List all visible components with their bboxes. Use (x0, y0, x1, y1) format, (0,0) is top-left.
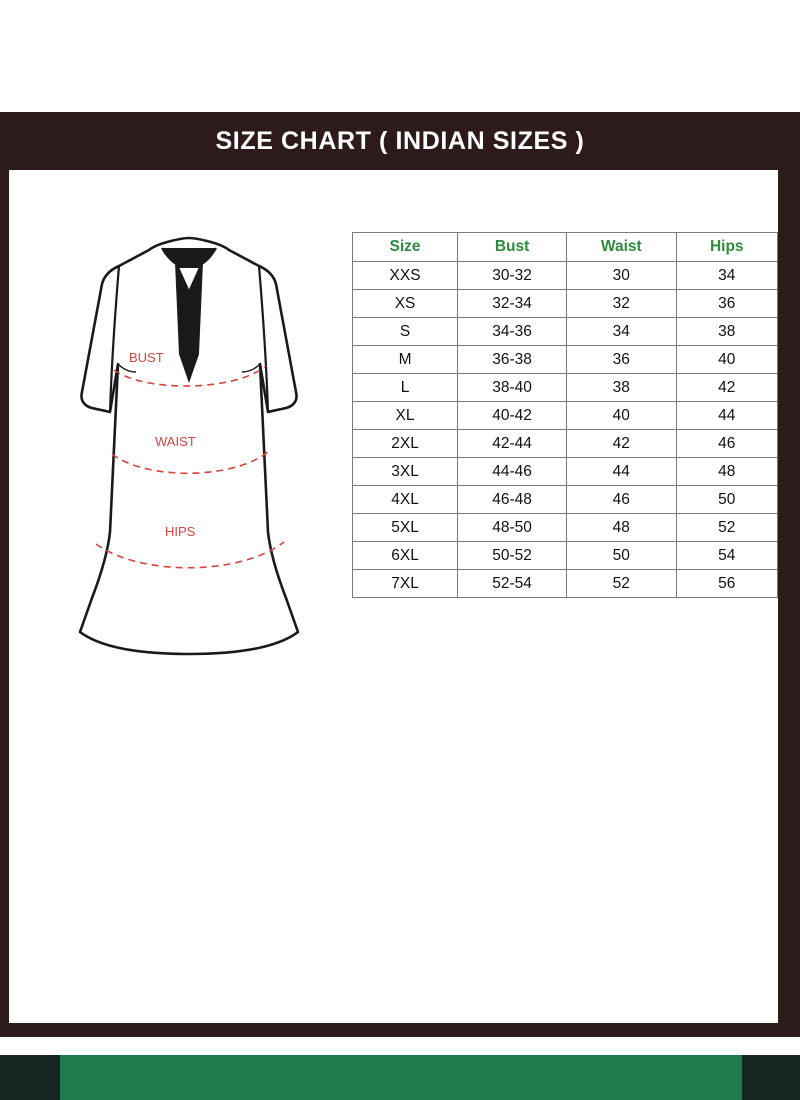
table-row (353, 430, 778, 458)
cell-waist: 44 (567, 458, 676, 486)
table-row (353, 570, 778, 598)
table-header-row (353, 233, 778, 262)
cell-bust: 38-40 (458, 374, 567, 402)
cell-hips: 40 (676, 346, 778, 374)
cell-hips: 48 (676, 458, 778, 486)
footer-dark-band (0, 1023, 800, 1037)
cell-bust: 44-46 (458, 458, 567, 486)
cell-waist: 34 (567, 318, 676, 346)
table-row (353, 290, 778, 318)
cell-bust: 48-50 (458, 514, 567, 542)
cell-hips: 56 (676, 570, 778, 598)
cell-hips: 54 (676, 542, 778, 570)
cell-waist: 48 (567, 514, 676, 542)
cell-bust: 34-36 (458, 318, 567, 346)
cell-size: XXS (353, 262, 458, 290)
cell-bust: 52-54 (458, 570, 567, 598)
cell-waist: 50 (567, 542, 676, 570)
waist-label-text: WAIST (155, 434, 196, 449)
cell-size: 3XL (353, 458, 458, 486)
table-row (353, 514, 778, 542)
cell-bust: 30-32 (458, 262, 567, 290)
cell-size: 6XL (353, 542, 458, 570)
cell-bust: 40-42 (458, 402, 567, 430)
table-row (353, 486, 778, 514)
cell-size: M (353, 346, 458, 374)
cell-waist: 46 (567, 486, 676, 514)
cell-waist: 36 (567, 346, 676, 374)
table-row (353, 374, 778, 402)
column-header-waist: Waist (567, 233, 676, 262)
size-table (352, 232, 778, 598)
cell-waist: 32 (567, 290, 676, 318)
cell-hips: 36 (676, 290, 778, 318)
cell-hips: 34 (676, 262, 778, 290)
table-row (353, 402, 778, 430)
cell-size: 4XL (353, 486, 458, 514)
cell-bust: 36-38 (458, 346, 567, 374)
page-top-margin (0, 0, 800, 112)
cell-waist: 30 (567, 262, 676, 290)
cell-bust: 46-48 (458, 486, 567, 514)
cell-size: 2XL (353, 430, 458, 458)
cell-size: L (353, 374, 458, 402)
table-row (353, 262, 778, 290)
cell-bust: 32-34 (458, 290, 567, 318)
cell-size: 5XL (353, 514, 458, 542)
footer-green-corner-left (0, 1055, 60, 1100)
footer-white-band (0, 1037, 800, 1055)
cell-waist: 38 (567, 374, 676, 402)
table-row (353, 346, 778, 374)
footer-green-corner-right (742, 1055, 800, 1100)
footer-green-band (0, 1055, 800, 1100)
cell-hips: 44 (676, 402, 778, 430)
column-header-size: Size (353, 233, 458, 262)
table-row (353, 458, 778, 486)
cell-hips: 42 (676, 374, 778, 402)
hips-label-text: HIPS (165, 524, 196, 539)
cell-hips: 50 (676, 486, 778, 514)
kurti-illustration (54, 232, 324, 812)
bust-label-text: BUST (129, 350, 164, 365)
cell-waist: 40 (567, 402, 676, 430)
table-row (353, 318, 778, 346)
column-header-bust: Bust (458, 233, 567, 262)
cell-waist: 42 (567, 430, 676, 458)
column-header-hips: Hips (676, 233, 778, 262)
chart-content-area (9, 170, 778, 1023)
table-row (353, 542, 778, 570)
cell-size: XL (353, 402, 458, 430)
page-title: SIZE CHART ( INDIAN SIZES ) (215, 127, 585, 155)
cell-size: S (353, 318, 458, 346)
cell-size: XS (353, 290, 458, 318)
cell-size: 7XL (353, 570, 458, 598)
size-table-container (352, 232, 778, 598)
cell-hips: 38 (676, 318, 778, 346)
cell-hips: 52 (676, 514, 778, 542)
cell-bust: 50-52 (458, 542, 567, 570)
cell-hips: 46 (676, 430, 778, 458)
cell-waist: 52 (567, 570, 676, 598)
cell-bust: 42-44 (458, 430, 567, 458)
